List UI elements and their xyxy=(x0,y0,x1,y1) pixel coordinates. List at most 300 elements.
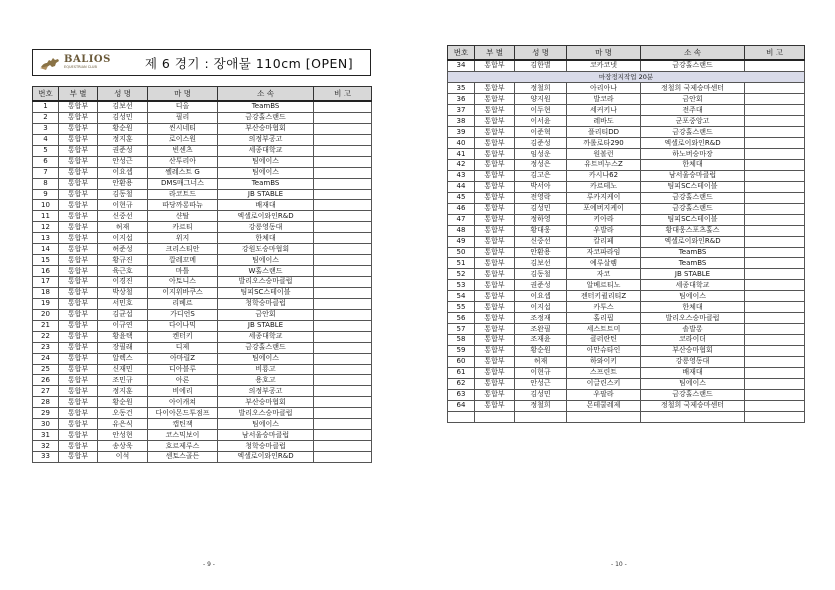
affiliation: 정철희 국제승마센터 xyxy=(641,83,745,94)
affiliation: 금강홀스랜드 xyxy=(218,342,314,353)
table-row xyxy=(33,277,372,288)
table-row xyxy=(33,167,372,178)
affiliation: JB STABLE xyxy=(218,320,314,331)
affiliation: 팀에이스 xyxy=(218,167,314,178)
division: 통합부 xyxy=(475,60,515,71)
remarks xyxy=(745,94,805,105)
remarks xyxy=(314,441,372,452)
horse-name: 로이스원 xyxy=(148,134,218,145)
remarks xyxy=(314,386,372,397)
event-title: 제 6 경기 : 장애물 110cm [OPEN] xyxy=(144,55,354,71)
horse-name: 유트비누스Z xyxy=(567,160,641,171)
entry-number: 28 xyxy=(33,397,59,408)
rider-name: 정하영 xyxy=(515,214,567,225)
affiliation: TeamBS xyxy=(641,247,745,258)
rider-name: 정지훈 xyxy=(98,134,148,145)
horse-name: DMS매그너스 xyxy=(148,178,218,189)
column-header-rider-name: 성 명 xyxy=(515,46,567,61)
table-row xyxy=(448,324,805,335)
entry-number: 22 xyxy=(33,331,59,342)
column-header-affiliation: 소 속 xyxy=(218,87,314,102)
affiliation: 한체대 xyxy=(641,302,745,313)
rider-name: 황순원 xyxy=(98,397,148,408)
division: 통합부 xyxy=(59,430,98,441)
affiliation: 세종대학교 xyxy=(218,145,314,156)
division: 통합부 xyxy=(475,192,515,203)
table-row xyxy=(33,244,372,255)
horse-name: 우발라 xyxy=(567,225,641,236)
horse-name: 우팔라 xyxy=(567,389,641,400)
horse-name: 마틀 xyxy=(148,266,218,277)
remarks xyxy=(314,255,372,266)
division: 통합부 xyxy=(59,287,98,298)
column-header-division: 부 별 xyxy=(475,46,515,61)
rider-name: 신재민 xyxy=(98,364,148,375)
rider-name: 정성은 xyxy=(515,160,567,171)
horse-name: 쎌레스트 G xyxy=(148,167,218,178)
horse-name: 캡틴잭 xyxy=(148,419,218,430)
rider-name: 전영락 xyxy=(515,192,567,203)
horse-name: 아리아나 xyxy=(567,83,641,94)
table-row xyxy=(33,255,372,266)
entry-number: 9 xyxy=(33,189,59,200)
affiliation: 부산승마협회 xyxy=(641,345,745,356)
affiliation: 청학승마클럽 xyxy=(218,298,314,309)
entry-number: 21 xyxy=(33,320,59,331)
horse-name: 키아라 xyxy=(567,214,641,225)
affiliation: 금강홀스랜드 xyxy=(641,389,745,400)
column-header-remarks: 비 고 xyxy=(314,87,372,102)
entry-number: 57 xyxy=(448,324,475,335)
remarks xyxy=(314,430,372,441)
affiliation: 금강홀스랜드 xyxy=(641,203,745,214)
rider-name: 오동건 xyxy=(98,408,148,419)
horse-name: 이글린스키 xyxy=(567,378,641,389)
horse-name: 예루살렘 xyxy=(567,258,641,269)
rider-name: 서민호 xyxy=(98,298,148,309)
affiliation: JB STABLE xyxy=(641,269,745,280)
affiliation: 금강홀스랜드 xyxy=(641,127,745,138)
division: 통합부 xyxy=(475,94,515,105)
entry-number: 18 xyxy=(33,287,59,298)
remarks xyxy=(314,364,372,375)
affiliation: 청학승마클럽 xyxy=(218,441,314,452)
rider-name: 임성운 xyxy=(515,149,567,160)
entry-number: 13 xyxy=(33,233,59,244)
affiliation: 엑셀로이와인R&D xyxy=(641,138,745,149)
rider-name: 조재윤 xyxy=(515,335,567,346)
division: 통합부 xyxy=(475,83,515,94)
remarks xyxy=(314,112,372,123)
rider-name: 이지섭 xyxy=(98,233,148,244)
division: 통합부 xyxy=(59,112,98,123)
column-header-horse-name: 마 명 xyxy=(148,87,218,102)
division: 통합부 xyxy=(59,386,98,397)
rider-name: 이규연 xyxy=(98,320,148,331)
division: 통합부 xyxy=(59,331,98,342)
affiliation: 엑셀로이와인R&D xyxy=(218,452,314,463)
division: 통합부 xyxy=(475,280,515,291)
horse-name: 레바도 xyxy=(567,116,641,127)
table-row xyxy=(33,287,372,298)
division: 통합부 xyxy=(59,145,98,156)
left-page xyxy=(0,0,417,590)
remarks xyxy=(745,324,805,335)
division: 통합부 xyxy=(475,324,515,335)
entry-number: 47 xyxy=(448,214,475,225)
table-row xyxy=(33,375,372,386)
horse-name: 자코 xyxy=(567,269,641,280)
affiliation: 비룡고 xyxy=(218,364,314,375)
entry-number: 27 xyxy=(33,386,59,397)
entry-number: 26 xyxy=(33,375,59,386)
event-title-box xyxy=(32,49,371,76)
rider-name: 장필래 xyxy=(98,342,148,353)
entry-number: 24 xyxy=(33,353,59,364)
horse-name: 켄터키 xyxy=(148,331,218,342)
remarks xyxy=(745,127,805,138)
remarks xyxy=(314,309,372,320)
horse-name: 크리스티안 xyxy=(148,244,218,255)
horse-name: 라코트드 xyxy=(148,189,218,200)
entry-number: 48 xyxy=(448,225,475,236)
entry-number: 14 xyxy=(33,244,59,255)
section-break-row xyxy=(448,71,805,83)
rider-name: 유은식 xyxy=(98,419,148,430)
entry-number: 39 xyxy=(448,127,475,138)
division: 통합부 xyxy=(475,138,515,149)
table-row xyxy=(448,181,805,192)
division: 통합부 xyxy=(59,298,98,309)
division: 통합부 xyxy=(59,342,98,353)
division: 통합부 xyxy=(59,189,98,200)
entry-number: 58 xyxy=(448,335,475,346)
entry-number: 6 xyxy=(33,156,59,167)
division: 통합부 xyxy=(59,309,98,320)
table-row xyxy=(448,116,805,127)
division: 통합부 xyxy=(59,233,98,244)
table-row xyxy=(33,298,372,309)
division: 통합부 xyxy=(475,149,515,160)
remarks xyxy=(314,123,372,134)
table-row xyxy=(33,342,372,353)
horse-name: 클러란틴 xyxy=(567,335,641,346)
remarks xyxy=(745,116,805,127)
horse-name: 다이나믹 xyxy=(148,320,218,331)
rider-name: 안환용 xyxy=(98,178,148,189)
affiliation: 남서울승마클럽 xyxy=(218,430,314,441)
affiliation: 팀에이스 xyxy=(218,255,314,266)
entry-number: 33 xyxy=(33,452,59,463)
table-row xyxy=(448,138,805,149)
affiliation: 황대웅스포츠홀스 xyxy=(641,225,745,236)
horse-name: 카투스 xyxy=(567,302,641,313)
entry-number: 31 xyxy=(33,430,59,441)
division: 통합부 xyxy=(59,364,98,375)
rider-name: 육근호 xyxy=(98,266,148,277)
table-row xyxy=(448,367,805,378)
affiliation: 용호고 xyxy=(218,375,314,386)
horse-name: 씬시네티 xyxy=(148,123,218,134)
remarks xyxy=(745,258,805,269)
affiliation: TeamBS xyxy=(641,258,745,269)
horse-name: 샨탈 xyxy=(148,211,218,222)
remarks xyxy=(314,134,372,145)
table-row xyxy=(448,83,805,94)
table-header-row xyxy=(33,87,372,102)
remarks xyxy=(314,167,372,178)
affiliation: 정철희 국제승마센터 xyxy=(641,400,745,411)
horse-icon xyxy=(39,55,61,71)
table-row xyxy=(448,400,805,411)
empty-cell xyxy=(641,411,745,422)
rider-name: 조완필 xyxy=(515,324,567,335)
rider-name: 황대웅 xyxy=(515,225,567,236)
table-row xyxy=(33,156,372,167)
entry-number: 38 xyxy=(448,116,475,127)
affiliation: 강릉영동대 xyxy=(218,222,314,233)
table-row xyxy=(448,378,805,389)
column-header-entry-number: 번호 xyxy=(448,46,475,61)
table-row xyxy=(448,291,805,302)
affiliation: 팀에이스 xyxy=(641,291,745,302)
rider-name: 송상욱 xyxy=(98,441,148,452)
remarks xyxy=(745,389,805,400)
remarks xyxy=(745,83,805,94)
table-row xyxy=(448,149,805,160)
affiliation: 엑셀로이와인R&D xyxy=(218,211,314,222)
division: 통합부 xyxy=(475,203,515,214)
remarks xyxy=(745,378,805,389)
column-header-affiliation: 소 속 xyxy=(641,46,745,61)
rider-name: 허재 xyxy=(515,356,567,367)
entry-number: 42 xyxy=(448,160,475,171)
division: 통합부 xyxy=(475,116,515,127)
remarks xyxy=(314,375,372,386)
affiliation: 부산승마협회 xyxy=(218,123,314,134)
rider-name: 이준혁 xyxy=(515,127,567,138)
table-row xyxy=(448,105,805,116)
remarks xyxy=(745,236,805,247)
entry-number: 15 xyxy=(33,255,59,266)
remarks xyxy=(745,356,805,367)
division: 통합부 xyxy=(475,269,515,280)
table-header-row xyxy=(448,46,805,61)
rider-name: 이두현 xyxy=(515,105,567,116)
remarks xyxy=(745,181,805,192)
affiliation: 팀에이스 xyxy=(218,419,314,430)
remarks xyxy=(745,149,805,160)
division: 통합부 xyxy=(59,178,98,189)
column-header-horse-name: 마 명 xyxy=(567,46,641,61)
entry-number: 7 xyxy=(33,167,59,178)
table-row xyxy=(448,389,805,400)
table-row xyxy=(33,178,372,189)
horse-name: 디아블루 xyxy=(148,364,218,375)
entry-table-right xyxy=(447,45,805,423)
affiliation: 배재대 xyxy=(218,200,314,211)
division: 통합부 xyxy=(59,441,98,452)
logo-main-text: BALIOS xyxy=(64,54,111,66)
rider-name: 이지섭 xyxy=(515,302,567,313)
horse-name: 다이아몬드투점프 xyxy=(148,408,218,419)
rider-name: 이석 xyxy=(98,452,148,463)
horse-name: 따당까롱따뉴 xyxy=(148,200,218,211)
table-row xyxy=(33,309,372,320)
division: 통합부 xyxy=(59,452,98,463)
column-header-remarks: 비 고 xyxy=(745,46,805,61)
remarks xyxy=(745,269,805,280)
affiliation: 한체대 xyxy=(641,160,745,171)
division: 통합부 xyxy=(59,156,98,167)
horse-name: 젠터키퀼리티Z xyxy=(567,291,641,302)
horse-name: 카르테노 xyxy=(567,181,641,192)
remarks xyxy=(745,400,805,411)
table-row xyxy=(33,200,372,211)
table-row xyxy=(448,60,805,71)
affiliation: 전주대 xyxy=(641,105,745,116)
remarks xyxy=(745,225,805,236)
affiliation: 의정부공고 xyxy=(218,386,314,397)
entry-number: 8 xyxy=(33,178,59,189)
division: 통합부 xyxy=(59,255,98,266)
table-row xyxy=(448,302,805,313)
table-row xyxy=(33,430,372,441)
affiliation: 금강홀스랜드 xyxy=(218,112,314,123)
rider-name: 김균섭 xyxy=(98,309,148,320)
remarks xyxy=(745,335,805,346)
remarks xyxy=(314,101,372,112)
remarks xyxy=(314,244,372,255)
horse-name: 코카코넷 xyxy=(567,60,641,71)
rider-name: 신중선 xyxy=(515,236,567,247)
rider-name: 김성민 xyxy=(98,112,148,123)
division: 통합부 xyxy=(475,335,515,346)
rider-name: 조정재 xyxy=(515,313,567,324)
rider-name: 정지훈 xyxy=(98,386,148,397)
rider-name: 김성민 xyxy=(515,389,567,400)
table-row xyxy=(33,397,372,408)
affiliation: TeamBS xyxy=(218,178,314,189)
remarks xyxy=(314,408,372,419)
division: 통합부 xyxy=(475,378,515,389)
remarks xyxy=(745,138,805,149)
entry-number: 62 xyxy=(448,378,475,389)
rider-name: 김동철 xyxy=(98,189,148,200)
table-row xyxy=(448,236,805,247)
horse-name: 위지 xyxy=(148,233,218,244)
remarks xyxy=(314,178,372,189)
remarks xyxy=(314,266,372,277)
division: 통합부 xyxy=(475,291,515,302)
rider-name: 안성근 xyxy=(515,378,567,389)
horse-name: 플리티DD xyxy=(567,127,641,138)
division: 통합부 xyxy=(59,222,98,233)
entry-number: 52 xyxy=(448,269,475,280)
remarks xyxy=(745,203,805,214)
table-row xyxy=(448,269,805,280)
division: 통합부 xyxy=(59,353,98,364)
division: 통합부 xyxy=(59,101,98,112)
rider-name: 이요셉 xyxy=(515,291,567,302)
entry-number: 5 xyxy=(33,145,59,156)
horse-name: 아마릴Z xyxy=(148,353,218,364)
horse-name: 홀리핍 xyxy=(567,313,641,324)
division: 통합부 xyxy=(59,266,98,277)
rider-name: 이경진 xyxy=(98,277,148,288)
affiliation: TeamBS xyxy=(218,101,314,112)
horse-name: 아만슈타인 xyxy=(567,345,641,356)
horse-name: 코스믹보이 xyxy=(148,430,218,441)
rider-name: 김동철 xyxy=(515,269,567,280)
affiliation: 세종대학교 xyxy=(641,280,745,291)
table-row xyxy=(448,345,805,356)
empty-cell xyxy=(515,411,567,422)
rider-name: 이서윤 xyxy=(515,116,567,127)
affiliation: 팀에이스 xyxy=(218,156,314,167)
entry-number: 2 xyxy=(33,112,59,123)
rider-name: 안성근 xyxy=(98,156,148,167)
entry-number: 25 xyxy=(33,364,59,375)
table-row xyxy=(33,211,372,222)
remarks xyxy=(745,60,805,71)
table-row xyxy=(448,313,805,324)
entry-number: 46 xyxy=(448,203,475,214)
affiliation: 세종대학교 xyxy=(218,331,314,342)
rider-name: 황순원 xyxy=(515,345,567,356)
entry-number: 59 xyxy=(448,345,475,356)
division: 통합부 xyxy=(59,134,98,145)
affiliation: 팀피SC스테이블 xyxy=(641,181,745,192)
horse-name: 카르티 xyxy=(148,222,218,233)
affiliation: 한체대 xyxy=(218,233,314,244)
remarks xyxy=(745,345,805,356)
column-header-entry-number: 번호 xyxy=(33,87,59,102)
horse-name: 아토니스 xyxy=(148,277,218,288)
remarks xyxy=(314,287,372,298)
table-row xyxy=(33,419,372,430)
horse-name: 칼리페 xyxy=(567,236,641,247)
entry-number: 10 xyxy=(33,200,59,211)
remarks xyxy=(745,160,805,171)
division: 통합부 xyxy=(59,397,98,408)
rider-name: 김보선 xyxy=(515,258,567,269)
affiliation: 팀에이스 xyxy=(218,353,314,364)
affiliation: 엑셀로이와인R&D xyxy=(641,236,745,247)
entry-number: 30 xyxy=(33,419,59,430)
page-number: - 10 - xyxy=(611,561,627,568)
entry-number: 32 xyxy=(33,441,59,452)
table-row xyxy=(448,225,805,236)
division: 통합부 xyxy=(475,160,515,171)
affiliation: 코라이더 xyxy=(641,335,745,346)
entry-table-left xyxy=(32,86,372,463)
affiliation: 팀피SC스테이블 xyxy=(218,287,314,298)
division: 통합부 xyxy=(59,375,98,386)
affiliation: 강릉영동대 xyxy=(641,356,745,367)
entry-number: 17 xyxy=(33,277,59,288)
entry-number: 29 xyxy=(33,408,59,419)
entry-number: 56 xyxy=(448,313,475,324)
horse-name: 리베르 xyxy=(148,298,218,309)
entry-number: 12 xyxy=(33,222,59,233)
table-row xyxy=(33,189,372,200)
entry-number: 19 xyxy=(33,298,59,309)
table-row xyxy=(33,112,372,123)
table-row xyxy=(448,192,805,203)
empty-cell xyxy=(475,411,515,422)
rider-name: 신중선 xyxy=(98,211,148,222)
